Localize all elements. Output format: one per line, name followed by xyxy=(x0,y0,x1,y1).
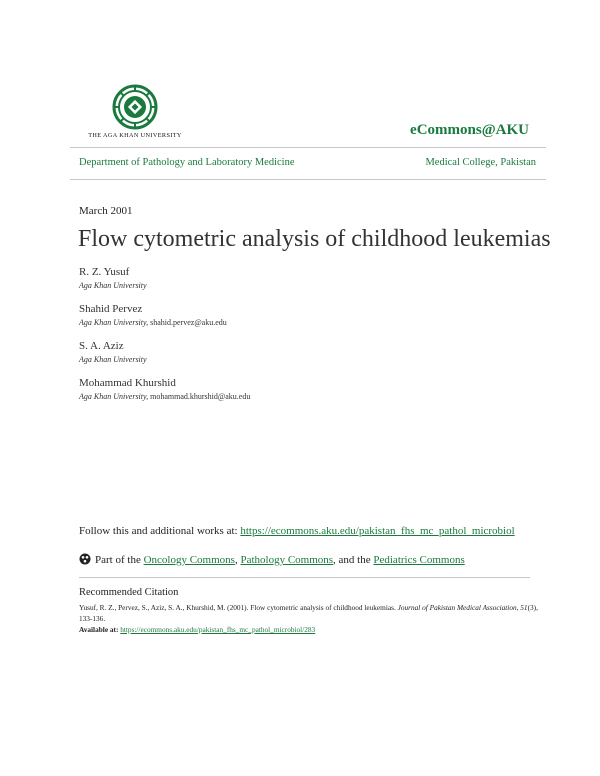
follow-text: Follow this and additional works at: https://ecommons.aku.edu/pakistan_fhs_mc_pathol_microbiol xyxy=(79,525,515,537)
article-title: Flow cytometric analysis of childhood leukemias xyxy=(78,226,551,252)
oncology-commons-link[interactable]: Oncology Commons xyxy=(143,554,235,566)
department-link[interactable]: Department of Pathology and Laboratory Medicine xyxy=(79,157,295,168)
pediatrics-commons-link[interactable]: Pediatrics Commons xyxy=(373,554,465,566)
author-block xyxy=(79,377,250,401)
author-name: Shahid Pervez xyxy=(79,303,143,315)
pathology-commons-link[interactable]: Pathology Commons xyxy=(240,554,334,566)
citation-rule xyxy=(79,577,530,578)
ecommons-brand-link[interactable]: eCommons@AKU xyxy=(410,122,529,138)
author-email[interactable]: shahid.pervez@aku.edu xyxy=(150,318,227,327)
author-block xyxy=(79,303,227,327)
author-affiliation: Aga Khan University, shahid.pervez@aku.edu xyxy=(79,318,227,327)
citation-text: Yusuf, R. Z., Pervez, S., Aziz, S. A., Khurshid, M. (2001). Flow cytometric analysis of childhood leukemias. Journal of Pakistan Medical Association, 51(3), 133-136. Available at: https://ecommons.aku.edu/pakistan_fhs_mc_pathol_microbiol/283 xyxy=(79,603,538,634)
journal-name: Journal of Pakistan Medical Association, 51 xyxy=(397,603,528,612)
author-block xyxy=(79,266,147,290)
university-name: THE AGA KHAN UNIVERSITY xyxy=(88,132,182,139)
author-email[interactable]: mohammad.khurshid@aku.edu xyxy=(150,392,251,401)
author-affiliation: Aga Khan University xyxy=(79,355,147,364)
author-name: S. A. Aziz xyxy=(79,340,124,352)
author-affiliation: Aga Khan University xyxy=(79,281,147,290)
aku-emblem-icon xyxy=(112,84,158,130)
author-name: Mohammad Khurshid xyxy=(79,377,176,389)
available-label: Available at: xyxy=(79,625,121,634)
recommended-citation-heading: Recommended Citation xyxy=(79,587,179,598)
header-bottom-rule xyxy=(70,179,546,180)
collection-link[interactable]: https://ecommons.aku.edu/pakistan_fhs_mc_pathol_microbiol xyxy=(240,525,515,537)
author-name: R. Z. Yusuf xyxy=(79,266,130,278)
author-block xyxy=(79,340,147,364)
network-commons-icon xyxy=(79,553,91,565)
college-link[interactable]: Medical College, Pakistan xyxy=(425,157,536,168)
part-of-line: Part of the Oncology Commons, Pathology Commons, and the Pediatrics Commons xyxy=(79,553,465,566)
publication-date: March 2001 xyxy=(79,205,133,217)
university-logo xyxy=(80,84,190,139)
author-affiliation: Aga Khan University, mohammad.khurshid@aku.edu xyxy=(79,392,251,401)
header-top-rule xyxy=(70,147,546,148)
article-link[interactable]: https://ecommons.aku.edu/pakistan_fhs_mc_pathol_microbiol/283 xyxy=(120,625,316,634)
